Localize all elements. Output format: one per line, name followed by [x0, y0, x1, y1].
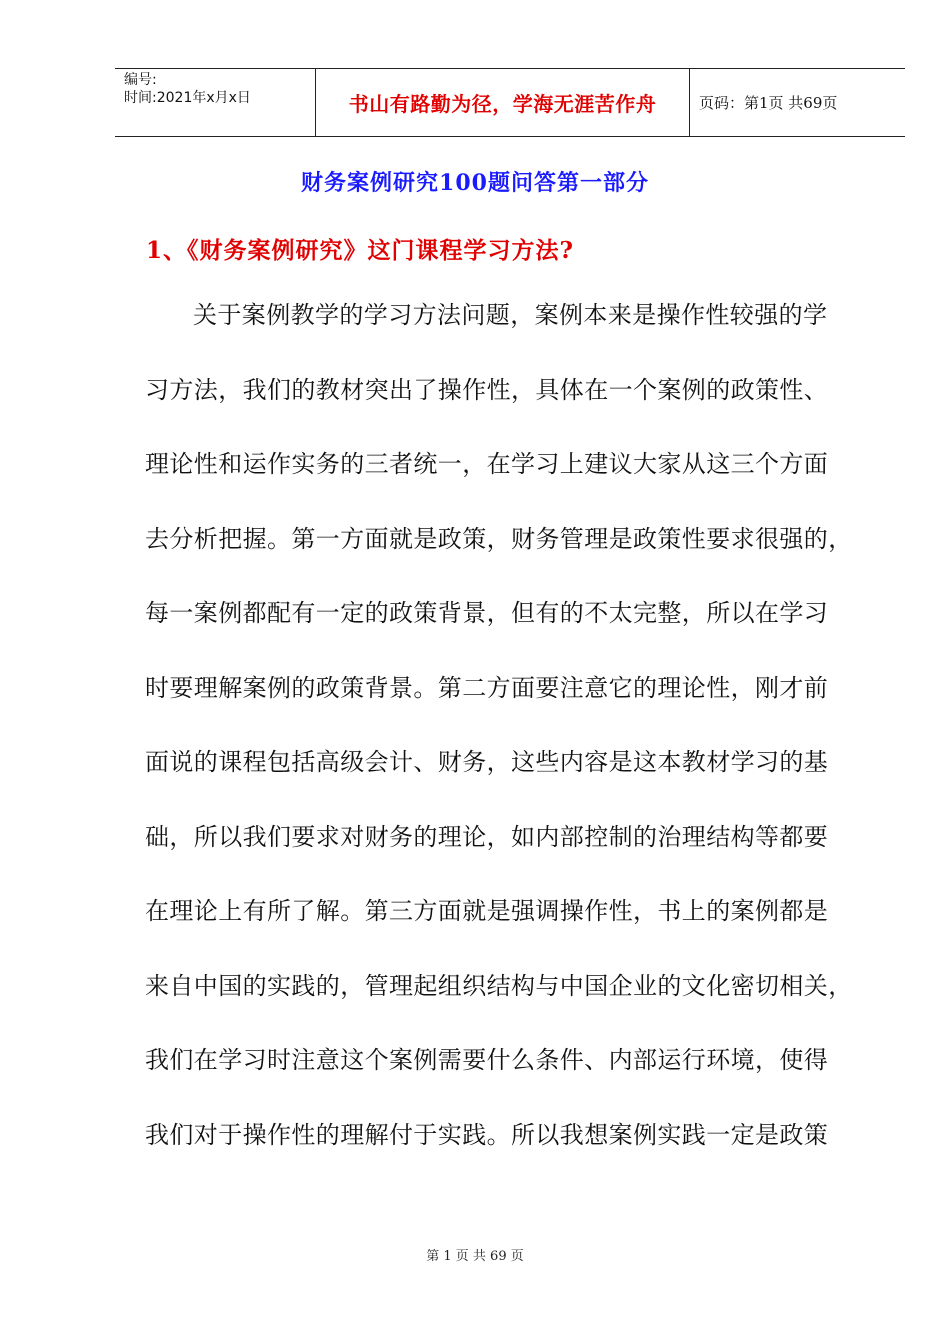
- answer-body: [145, 290, 891, 1184]
- page-footer: 第 1 页 共 69 页: [426, 1249, 524, 1264]
- body-line: 关于案例教学的学习方法问题，案例本来是操作性较强的学: [193, 301, 828, 329]
- time-label: 时间:2021年x月x日: [124, 90, 251, 106]
- body-line: 理论性和运作实务的三者统一，在学习上建议大家从这三个方面: [145, 450, 829, 478]
- document-title: 财务案例研究100题问答第一部分: [301, 170, 649, 196]
- body-line: 每一案例都配有一定的政策背景，但有的不太完整，所以在学习: [145, 599, 829, 627]
- body-line: 习方法，我们的教材突出了操作性，具体在一个案例的政策性、: [145, 375, 829, 404]
- number-label: 编号:: [124, 72, 157, 88]
- question-heading: 1、《财务案例研究》这门课程学习方法?: [146, 237, 574, 264]
- body-line: 去分析把握。第一方面就是政策，财务管理是政策性要求很强的，: [145, 524, 853, 553]
- body-line: 面说的课程包括高级会计、财务，这些内容是这本教材学习的基: [145, 748, 829, 776]
- body-line: 时要理解案例的政策背景。第二方面要注意它的理论性，刚才前: [145, 673, 829, 702]
- body-line: 在理论上有所了解。第三方面就是强调操作性，书上的案例都是: [145, 897, 829, 925]
- page-info-text: 页码：第1页 共69页: [699, 94, 838, 112]
- body-line: 我们在学习时注意这个案例需要什么条件、内部运行环境，使得: [145, 1046, 829, 1074]
- motto-text: 书山有路勤为径，学海无涯苦作舟: [348, 92, 657, 116]
- header-page-info: [690, 69, 905, 136]
- header-motto-cell: [316, 69, 690, 136]
- body-line: 我们对于操作性的理解付于实践。所以我想案例实践一定是政策: [145, 1120, 829, 1149]
- document-header: [115, 68, 905, 137]
- body-line: 础，所以我们要求对财务的理论，如内部控制的治理结构等都要: [145, 822, 829, 851]
- header-meta: [115, 69, 316, 136]
- body-line: 来自中国的实践的，管理起组织结构与中国企业的文化密切相关，: [145, 971, 853, 1000]
